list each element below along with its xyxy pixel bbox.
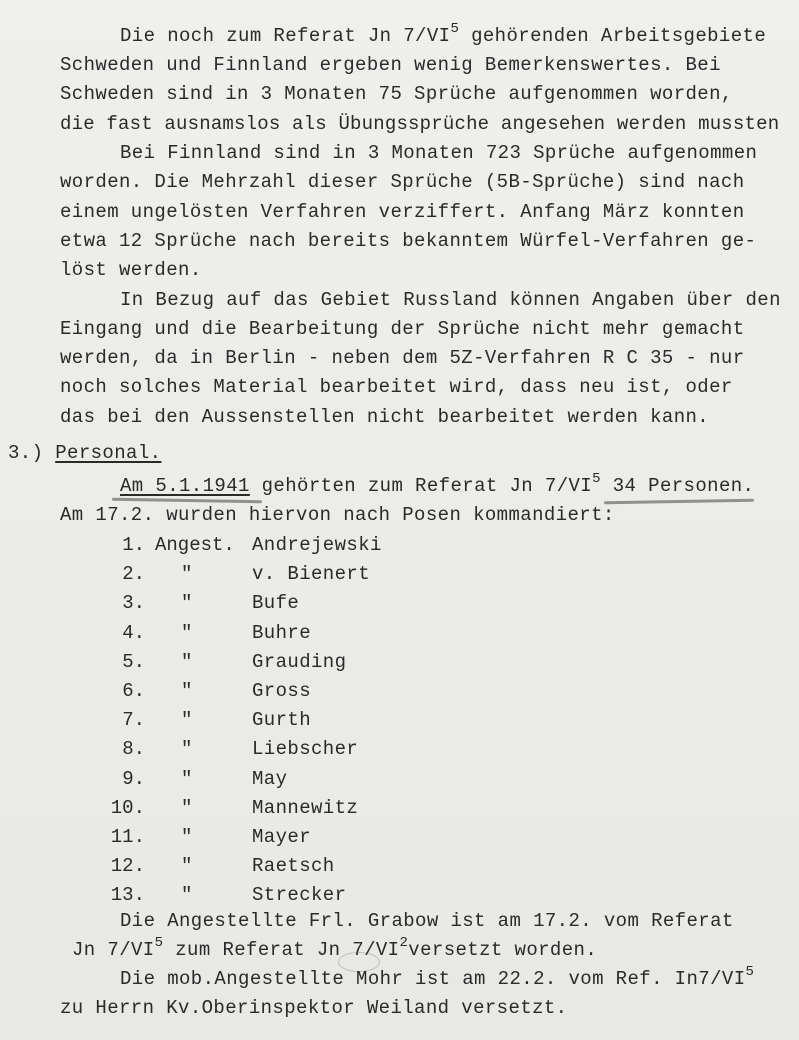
staff-title: "	[181, 709, 193, 731]
paragraph-2-line-3: einem ungelösten Verfahren verziffert. Anfang März konnten	[60, 201, 745, 223]
paragraph-3-line-1: In Bezug auf das Gebiet Russland können Angaben über den	[120, 289, 781, 311]
closing-line-4: zu Herrn Kv.Oberinspektor Weiland versetzt.	[60, 997, 568, 1019]
personal-line-2: Am 17.2. wurden hiervon nach Posen kommandiert:	[60, 504, 615, 526]
paragraph-1-line-4: die fast ausnamslos als Übungssprüche angesehen werden mussten	[60, 113, 780, 135]
staff-title: "	[181, 651, 193, 673]
staff-number: 5.	[122, 651, 145, 673]
staff-name: Andrejewski	[252, 534, 382, 556]
staff-title: "	[181, 738, 193, 760]
staff-title: "	[181, 884, 193, 906]
section-title: Personal.	[55, 442, 162, 464]
staff-title: "	[181, 622, 193, 644]
paragraph-3-line-2: Eingang und die Bearbeitung der Sprüche nicht mehr gemacht	[60, 318, 745, 340]
staff-name: Buhre	[252, 622, 312, 644]
paragraph-2-line-2: worden. Die Mehrzahl dieser Sprüche (5B-Sprüche) sind nach	[60, 171, 745, 193]
staff-number: 9.	[122, 768, 145, 790]
staff-number: 8.	[122, 738, 145, 760]
staff-number: 3.	[122, 592, 145, 614]
paragraph-2-line-5: löst werden.	[60, 259, 202, 281]
staff-name: Grauding	[252, 651, 347, 673]
section-number: 3.)	[8, 442, 44, 464]
staff-name: Liebscher	[252, 738, 359, 760]
pencil-underline-date	[112, 498, 262, 504]
staff-name: May	[252, 768, 288, 790]
staff-name: Mayer	[252, 826, 312, 848]
staff-number: 10.	[110, 797, 145, 819]
paragraph-3-line-3: werden, da in Berlin - neben dem 5Z-Verfahren R C 35 - nur	[60, 347, 745, 369]
staff-name: Gurth	[252, 709, 312, 731]
staff-title: "	[181, 592, 193, 614]
staff-number: 11.	[110, 826, 145, 848]
paragraph-1-line-1: Die noch zum Referat Jn $7/VI^5$ gehörenden Arbeitsgebiete	[120, 21, 767, 47]
staff-number: 13.	[110, 884, 145, 906]
staff-title: "	[181, 855, 193, 877]
staff-title: "	[181, 826, 193, 848]
person-count: 34 Personen.	[612, 475, 755, 497]
closing-line-1: Die Angestellte Frl. Grabow ist am 17.2. vom Referat	[120, 910, 734, 932]
personal-line-1: Am 5.1.1941 gehörten zum Referat Jn $7/VI^5$ 34 Personen.	[120, 471, 755, 497]
staff-name: Bufe	[252, 592, 300, 614]
paragraph-2-line-1: Bei Finnland sind in 3 Monaten 723 Sprüche aufgenommen	[120, 142, 758, 164]
staff-title: "	[181, 797, 193, 819]
pencil-underline-count	[604, 499, 754, 505]
closing-line-2: Jn $7/VI^5$ zum Referat Jn $7/VI^2versetzt$ worden.	[72, 935, 598, 961]
paragraph-1-line-2: Schweden und Finnland ergeben wenig Bemerkenswertes. Bei	[60, 54, 721, 76]
paragraph-3-line-5: das bei den Aussenstellen nicht bearbeitet werden kann.	[60, 406, 710, 428]
paragraph-1-line-3: Schweden sind in 3 Monaten 75 Sprüche aufgenommen worden,	[60, 83, 733, 105]
section-heading	[8, 443, 161, 463]
staff-name: Strecker	[252, 884, 347, 906]
date-underlined: Am 5.1.1941	[120, 475, 250, 497]
staff-number: 12.	[110, 855, 145, 877]
staff-number: 6.	[122, 680, 145, 702]
staff-name: v. Bienert	[252, 563, 371, 585]
staff-title: "	[181, 563, 193, 585]
staff-title: "	[181, 768, 193, 790]
staff-name: Raetsch	[252, 855, 335, 877]
staff-number: 4.	[122, 622, 145, 644]
staff-title: "	[181, 680, 193, 702]
staff-number: 7.	[122, 709, 145, 731]
staff-number: 1.	[122, 534, 145, 556]
closing-line-3: Die mob.Angestellte Mohr ist am 22.2. vom Ref. $In7/VI^5$	[120, 964, 755, 990]
staff-name: Gross	[252, 680, 312, 702]
staff-title: Angest.	[155, 534, 235, 556]
staff-number: 2.	[122, 563, 145, 585]
staff-name: Mannewitz	[252, 797, 359, 819]
paragraph-2-line-4: etwa 12 Sprüche nach bereits bekanntem Würfel-Verfahren ge-	[60, 230, 757, 252]
paragraph-3-line-4: noch solches Material bearbeitet wird, dass neu ist, oder	[60, 376, 733, 398]
